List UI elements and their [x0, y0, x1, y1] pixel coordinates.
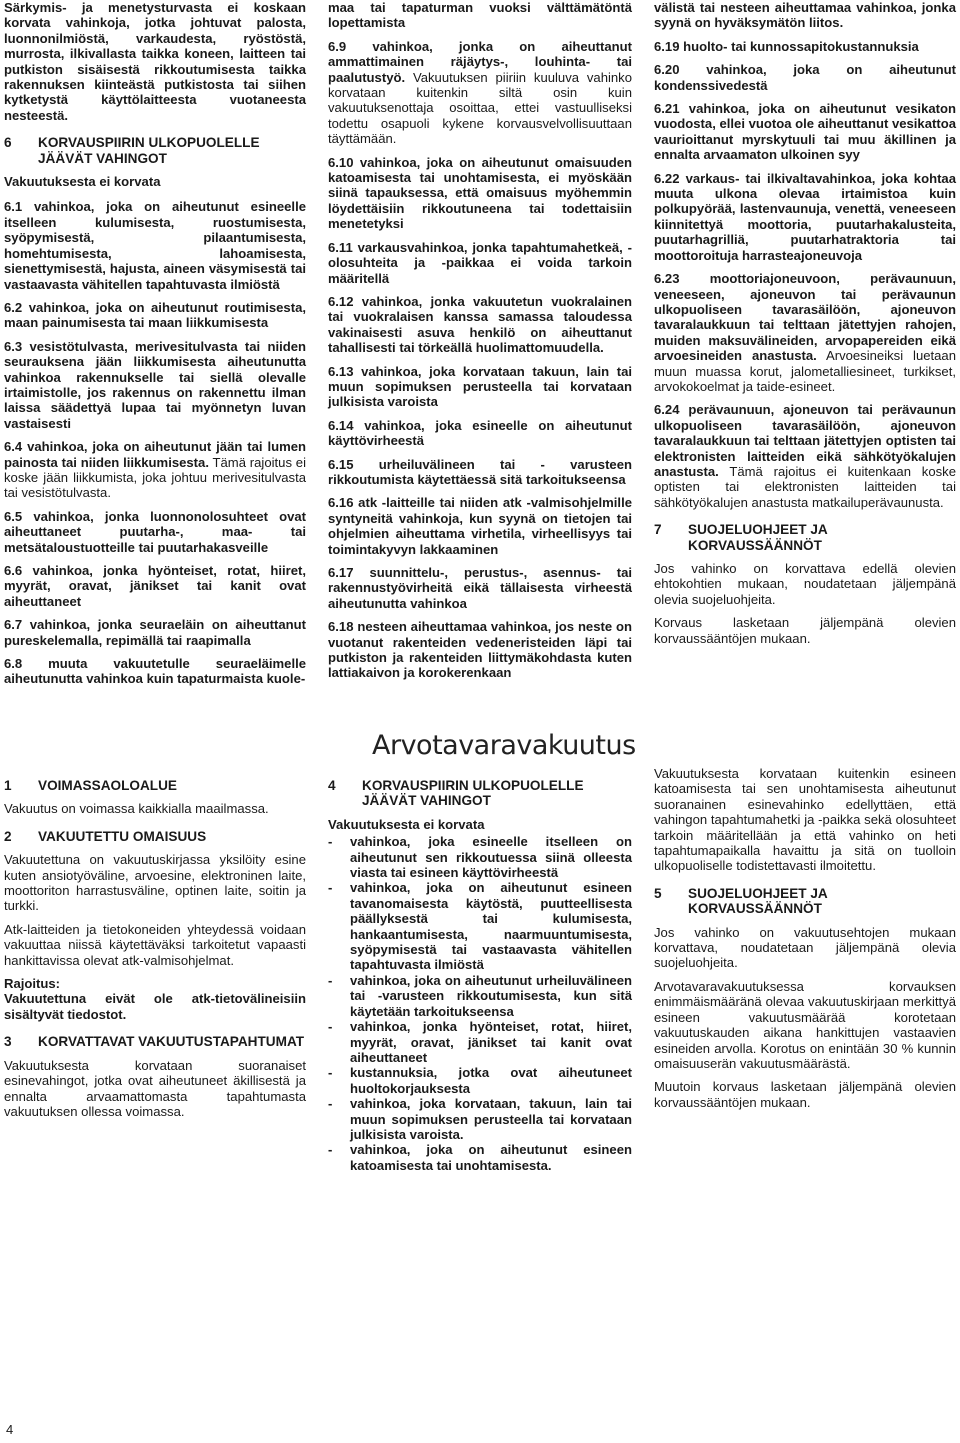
clause-6-9-normal: Vakuutuksen piiriin kuuluva vahinko korvataan kuitenkin siltä osin kuin vakuutuksenottaja osoittaa, ettei vastuulliseksi todettu osapuoli kykene korvausvelvollisuuttaan täyttämään. — [328, 69, 632, 147]
section-5-paragraph-1: Jos vahinko on vakuutusehtojen mukaan korvattava, noudatetaan jäljempänä olevia suojeluohjeita. — [654, 924, 956, 971]
section-5-paragraph-3: Muutoin korvaus lasketaan jäljempänä olevien korvaussääntöjen mukaan. — [654, 1079, 956, 1110]
list-item-text: vahinkoa, joka esineelle itselleen on aiheutunut sen rikkoutuessa siinä olleesta viasta tai esineen käyttövirheestä — [350, 834, 632, 881]
clause-6-2: 6.2 vahinkoa, joka on aiheutunut routimisesta, maan painumisesta tai maan liikkumisesta — [4, 299, 306, 331]
clause-6-23-normal: Arvoesineiksi luetaan muun muassa korut, jalometalliesineet, turkikset, arvokokoelmat ja taide-esineet. — [654, 348, 956, 394]
clause-6-18-continued: välistä tai nesteen aiheuttamaa vahinkoa, jonka syynä on hyväksymätön liitos. — [654, 0, 956, 31]
section-4-continued-paragraph: Vakuutuksesta korvataan kuitenkin esineen katoamisesta tai sen unohtamisesta aiheutunut suoranainen esinevahinko edellyttäen, että vahingon tapahtumahetki ja -paikka sekä olosuhteet tarkoin määritellään ja että vahinko on heti tapahtumapaikalla havaittu ja sitä on tuolloin ulkopuoliselle todistettavasti ilmoitettu. — [654, 766, 956, 874]
dash-marker: - — [328, 1065, 333, 1081]
section-2-paragraph-1: Vakuutettuna on vakuutuskirjassa yksilöity esine kuten ansiotyöväline, arvoesine, elektroninen laite, moottoriton harrastusväline, optinen laite, soitin ja turkki. — [4, 852, 306, 914]
section-number: 6 — [4, 135, 12, 151]
list-item-text: vahinkoa, joka on aiheutunut esineen katoamisesta tai unohtamisesta. — [350, 1142, 632, 1173]
list-item — [328, 1096, 632, 1142]
section-1-heading — [4, 778, 306, 793]
clause-6-4 — [4, 439, 306, 501]
clause-6-7: 6.7 vahinkoa, jonka seuraeläin on aiheuttanut pureskelemalla, repimällä tai raapimalla — [4, 617, 306, 648]
dash-marker: - — [328, 972, 333, 988]
section-7-paragraph-2: Korvaus lasketaan jäljempänä olevien korvaussääntöjen mukaan. — [654, 615, 956, 646]
section-title: VOIMASSAOLOALUE — [38, 778, 177, 793]
section-title: SUOJELUOHJEET JA KORVAUSSÄÄNNÖT — [688, 885, 828, 917]
clause-6-11: 6.11 varkausvahinkoa, jonka tapahtumahetkeä, -olosuhteita ja -paikkaa ei voida tarkoin määritellä — [328, 239, 632, 286]
section-title: KORVAUSPIIRIN ULKOPUOLELLE JÄÄVÄT VAHINGOT — [362, 778, 584, 809]
clause-6-14: 6.14 vahinkoa, joka esineelle on aiheutunut käyttövirheestä — [328, 417, 632, 449]
clause-6-16: 6.16 atk -laitteille tai niiden atk -valmisohjelmille syntyneitä vahinkoja, kun syynä on tietojen tai ohjelmien aiheuttama virhetila, virheellisyys tai toimintakyvyn lakkaaminen — [328, 495, 632, 557]
subheading: Vakuutuksesta ei korvata — [328, 816, 485, 832]
section-4-heading — [328, 778, 632, 809]
clause-6-23-bold: 6.23 moottoriajoneuvoon, perävaunuun, veneeseen, ajoneuvon tai perävaunun ulkopuoliseen tavarasäilöön, ajoneuvon tavaralaukkuun tai telttaan jätettyjen rahojen, muiden maksuvälineiden, arvopapereiden eikä arvoesineiden anastusta. — [654, 271, 956, 364]
clause-6-19: 6.19 huolto- tai kunnossapitokustannuksia — [654, 38, 919, 54]
clause-6-8-continued: maa tai tapaturman vuoksi välttämätöntä lopettamista — [328, 0, 632, 31]
clause-6-24 — [654, 402, 956, 510]
dash-marker: - — [328, 1142, 333, 1158]
section-3-paragraph: Vakuutuksesta korvataan suoranaiset esinevahingot, jotka ovat aiheutuneet äkillisestä ja ennalta arvaamattomasta tapahtumasta vakuutuksen ollessa voimassa. — [4, 1057, 306, 1119]
page-number: 4 — [6, 1422, 14, 1437]
section-number: 2 — [4, 828, 12, 844]
clause-6-24-bold: 6.24 perävaunuun, ajoneuvon tai perävaunun ulkopuoliseen tavarasäilöön, ajoneuvon tavaralaukkuun tai telttaan jätettyjen optisten tai elektronisten laitteiden eikä sähkötyökalujen anastusta. — [654, 402, 956, 479]
clause-6-23 — [654, 271, 956, 394]
clause-6-24-normal: Tämä rajoitus ei kuitenkaan koske optisten tai elektronisten laitteiden tai sähkötyökalujen anastusta matkailuperävaunusta. — [654, 463, 956, 510]
section-5-heading — [654, 886, 956, 917]
section-5-paragraph-2: Arvotavaravakuutuksessa korvauksen enimmäismääränä olevaa vakuutuskirjaan merkittyä esineen vakuutusmäärää korotetaan vakuutuskauden aikana hankittujen vastaavien esineiden arvolla. Korotus on enintään 30 % kunnin omaisuuserän vakuutusmäärästä. — [654, 978, 956, 1071]
section-title: KORVATTAVAT VAKUUTUSTAPAHTUMAT — [38, 1034, 305, 1050]
section-number: 7 — [654, 522, 662, 538]
clause-6-17: 6.17 suunnittelu-, perustus-, asennus- tai rakennustyövirheitä eikä tällaisesta virheestä aiheutunutta vahinkoa — [328, 565, 632, 611]
section-title: VAKUUTETTU OMAISUUS — [38, 828, 207, 844]
list-item — [328, 880, 632, 972]
clause-6-18: 6.18 nesteen aiheuttamaa vahinkoa, jos neste on vuotanut rakenteiden vedeneristeiden läpi tai putkiston ja rakenteiden liittymäkohdasta kuten lattiakaivon ja korokerenkaan — [328, 619, 632, 681]
list-item — [328, 834, 632, 880]
insurance-section-title: Arvotavaravakuutus — [372, 730, 636, 761]
clause-6-4-normal: Tämä rajoitus ei koske jään liikkumista, joka johtuu merivesitulvasta tai vesistötulvasta. — [4, 454, 306, 501]
clause-6-12: 6.12 vahinkoa, jonka vakuutetun vuokralainen tai vuokralaisen kanssa samassa taloudessa vakinaisesti asuva henkilö on aiheuttanut tahallisesti tai törkeällä huolimattomuudella. — [328, 293, 632, 356]
clause-6-10: 6.10 vahinkoa, joka on aiheutunut omaisuuden katoamisesta tai unohtamisesta, ei myöskään siinä tapauksessa, että omaisuus myöhemmin löydettäisiin rikkoutuneena tai todettaisiin menetetyksi — [328, 154, 632, 232]
list-item — [328, 1019, 632, 1065]
section-number: 1 — [4, 778, 12, 793]
top-column-1 — [4, 0, 306, 687]
bottom-column-1 — [4, 766, 306, 1119]
clause-6-4-bold: 6.4 vahinkoa, joka on aiheutunut jään tai lumen painosta tai niiden liikkumisesta. — [4, 439, 306, 470]
subheading: Vakuutuksesta ei korvata — [4, 174, 161, 190]
bottom-column-3 — [654, 766, 956, 1110]
clause-6-15: 6.15 urheiluvälineen tai - varusteen rikkoutumista käytettäessä sitä tarkoitukseensa — [328, 456, 632, 487]
clause-6-22: 6.22 varkaus- tai ilkivaltavahinkoa, joka kohtaa muuta ulkona olevaa irtaimistoa kuin polkupyörää, lastenvaunuja, venettä, veneeseen kiinnitettyä moottoria, puutarhakalusteita, puutarhagrilliä, puutarhatraktoria tai moottoroituja harrasteajoneuvoja — [654, 170, 956, 263]
list-item — [328, 1142, 632, 1173]
intro-paragraph: Särkymis- ja menetysturvasta ei koskaan korvata vahinkoja, jotka johtuvat palosta, luonnonilmiöstä, varkaudesta, ryöstöstä, murrosta, ilkivallasta taikka koneen, laitteen tai putkiston sisäisestä rikkoutumisesta taikka rakennuksen kiinteästä putkistosta tai siihen kytketystä käyttölaitteesta vuotaneesta nesteestä. — [4, 0, 306, 123]
clause-6-9 — [328, 39, 632, 147]
clause-6-9-bold: 6.9 vahinkoa, jonka on aiheuttanut ammattimainen räjäytys-, louhinta- tai paalutustyö. — [328, 38, 632, 85]
section-title: SUOJELUOHJEET JA KORVAUSSÄÄNNÖT — [688, 522, 828, 553]
top-column-3 — [654, 0, 956, 646]
list-item-text: vahinkoa, jonka hyönteiset, rotat, hiiret, myyrät, oravat, jänikset tai kanit ovat aiheuttaneet — [350, 1019, 632, 1065]
top-column-2 — [328, 0, 632, 681]
clause-6-13: 6.13 vahinkoa, joka korvataan takuun, lain tai muun sopimuksen perusteella tai korvataan julkisista varoista — [328, 363, 632, 410]
section-number: 3 — [4, 1034, 12, 1050]
clause-6-8: 6.8 muuta vakuutetulle seuraeläimelle aiheutunutta vahinkoa kuin tapaturmaista kuole- — [4, 656, 306, 687]
list-item-text: vahinkoa, joka on aiheutunut esineen tavanomaisesta käytöstä, puutteellisesta päällyksestä tai kulumisesta, hankaantumisesta, naarmuuntumisesta, syöpymisestä tai vastaavasta vähitellen tapahtuvasta ilmiöstä — [350, 880, 632, 973]
bottom-column-2 — [328, 766, 632, 1181]
section-3-heading — [4, 1034, 306, 1049]
section-2-paragraph-2: Atk-laitteiden ja tietokoneiden yhteydessä voidaan vakuuttaa niissä käytettäväksi tarkoitetut vapaasti hankittavissa olevat atk-valmisohjelmat. — [4, 921, 306, 968]
section-1-paragraph: Vakuutus on voimassa kaikkialla maailmassa. — [4, 801, 269, 817]
section-number: 5 — [654, 885, 662, 901]
clause-6-21: 6.21 vahinkoa, joka on aiheutunut vesikaton vuodosta, ellei vuotoa ole aiheuttanut vesikattoa vaurioittanut myrskytuuli tai muu äkillinen ja ennalta arvaamaton ulkoinen syy — [654, 101, 956, 163]
list-item — [328, 973, 632, 1019]
dash-marker: - — [328, 1096, 333, 1112]
list-item-text: vahinkoa, joka on aiheutunut urheiluvälineen tai -varusteen rikkoutumisesta, kun sitä käytetään tarkoitukseensa — [350, 972, 632, 1019]
exclusion-list — [328, 834, 632, 1173]
clause-6-1: 6.1 vahinkoa, joka on aiheutunut esineelle itselleen kulumisesta, ruostumisesta, syöpymisestä, pilaantumisesta, homehtumisesta, lahoamisesta, sienettymisestä, hajusta, aineen väsymisestä tai vastaavasta vähitellen tapahtuvasta ilmiöstä — [4, 199, 306, 292]
section-title: KORVAUSPIIRIN ULKOPUOLELLE JÄÄVÄT VAHINGOT — [38, 135, 260, 166]
clause-6-6: 6.6 vahinkoa, jonka hyönteiset, rotat, hiiret, myyrät, oravat, jänikset tai kanit ovat aiheuttaneet — [4, 563, 306, 609]
section-6-heading — [4, 135, 306, 166]
section-7-heading — [654, 522, 956, 553]
section-number: 4 — [328, 778, 336, 793]
dash-marker: - — [328, 834, 333, 850]
section-2-restriction: Rajoitus: Vakuutettuna eivät ole atk-tietovälineisiin sisältyvät tiedostot. — [4, 976, 306, 1022]
dash-marker: - — [328, 880, 333, 896]
section-7-paragraph-1: Jos vahinko on korvattava edellä olevien ehtokohtien mukaan, noudatetaan jäljempänä olevia suojeluohjeita. — [654, 561, 956, 607]
dash-marker: - — [328, 1019, 333, 1035]
list-item-text: vahinkoa, joka korvataan, takuun, lain tai muun sopimuksen perusteella tai korvataan julkisista varoista. — [350, 1096, 632, 1142]
clause-6-20: 6.20 vahinkoa, joka on aiheutunut kondenssivedestä — [654, 62, 956, 93]
list-item-text: kustannuksia, jotka ovat aiheutuneet huoltokorjauksesta — [350, 1065, 632, 1096]
section-2-heading — [4, 829, 306, 844]
clause-6-5: 6.5 vahinkoa, jonka luonnonolosuhteet ovat aiheuttaneet puutarha-, maa- tai metsätaloustuotteille tai puutarhakasveille — [4, 508, 306, 555]
clause-6-3: 6.3 vesistötulvasta, merivesitulvasta tai niiden seurauksena jään liikkumisesta aiheutunutta vahinkoa rakennukselle tai siellä olevalle irtaimistolle, jos rakennus on rakennettu ilman laissa säädettyä lupaa tai myönnetyn luvan vastaisesti — [4, 338, 306, 431]
list-item — [328, 1065, 632, 1096]
